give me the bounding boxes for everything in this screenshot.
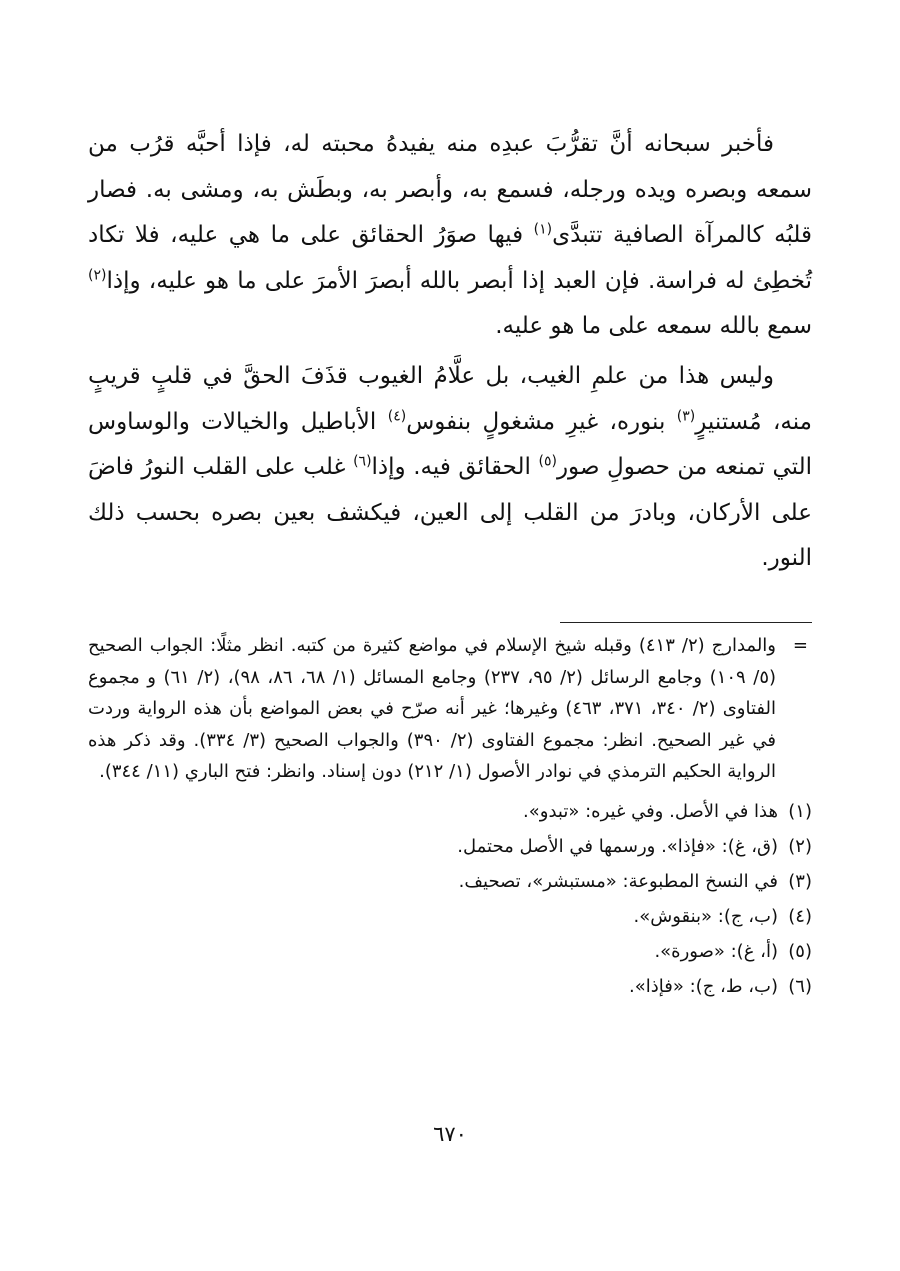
footnote-separator: [560, 622, 812, 623]
footnote-item-2: [88, 829, 812, 864]
footnote-number: (١): [788, 800, 812, 822]
continuation-mark: =: [792, 635, 808, 656]
footnote-text: (أ، غ): «صورة».: [654, 940, 778, 962]
footnote-ref-1[interactable]: (١): [533, 221, 553, 238]
paragraph-2-text: الأباطيل والخيالات والوساوس التي تمنعه من حصولِ صور: [88, 408, 812, 481]
footnote-number: (٥): [788, 940, 812, 962]
footnote-item-5: [88, 934, 812, 969]
footnote-item-3: [88, 864, 812, 899]
paragraph-2-text: غلب على القلب النورُ فاضَ على الأركان، وبادرَ من القلب إلى العين، فيكشف بعين بصره بحسب ذلك النور.: [88, 454, 812, 572]
paragraph-1-text: سمع بالله سمعه على ما هو عليه.: [495, 313, 812, 340]
footnote-list: [88, 794, 812, 1004]
footnote-item-6: [88, 969, 812, 1004]
footnote-ref-3[interactable]: (٣): [676, 407, 696, 424]
footnote-item-4: [88, 899, 812, 934]
footnote-text: (ب، ج): «بنقوش».: [633, 905, 778, 927]
footnote-text: (ق، غ): «فإذا». ورسمها في الأصل محتمل.: [457, 835, 778, 857]
footnote-item-1: [88, 794, 812, 829]
paragraph-1: [88, 122, 812, 350]
footnote-number: (٣): [788, 870, 812, 892]
footnote-continuation: [88, 630, 812, 788]
paragraph-2-text: وليس هذا من علمِ الغيب، بل علَّامُ الغيوب قذَفَ الحقَّ في قلبٍ قريبٍ منه، مُستنيرٍ: [88, 362, 813, 435]
footnote-number: (٢): [788, 835, 812, 857]
footnote-continuation-text: والمدارج (٢/ ٤١٣) وقبله شيخ الإسلام في مواضع كثيرة من كتبه. انظر مثلًا: الجواب الصحيح (٥/ ١٠٩) وجامع الرسائل (٢/ ٩٥، ٢٣٧) وجامع المسائل (١/ ٦٨، ٨٦، ٩٨)، (٢/ ٦١) و مجموع الفتاوى (٢/ ٣٤٠، ٣٧١، ٤٦٣) وغيرها؛ غير أنه صرّح في بعض المواضع بأن هذه الرواية وردت في غير الصحيح. انظر: مجموع الفتاوى (٢/ ٣٩٠) والجواب الصحيح (٣/ ٣٣٤). وقد ذكر هذه الرواية الحكيم الترمذي في نوادر الأصول (١/ ٢١٢) دون إسناد. وانظر: فتح الباري (١١/ ٣٤٤).: [88, 635, 777, 782]
paragraph-2: [88, 354, 812, 582]
footnotes: [88, 630, 812, 1004]
footnote-number: (٤): [788, 905, 812, 927]
footnote-ref-4[interactable]: (٤): [387, 407, 407, 424]
footnote-number: (٦): [788, 975, 812, 997]
footnote-text: هذا في الأصل. وفي غيره: «تبدو».: [523, 800, 778, 822]
footnote-text: في النسخ المطبوعة: «مستبشر»، تصحيف.: [458, 870, 778, 892]
paragraph-2-text: بنوره، غيرِ مشغولٍ بنفوس: [406, 408, 677, 435]
footnote-text: (ب، ط، ج): «فإذا».: [629, 975, 778, 997]
paragraph-1-text: فأخبر سبحانه أنَّ تقرُّبَ عبدِه منه يفيدهُ محبته له، فإذا أحبَّه قرُب من سمعه وبصره ويده ورجله، فسمع به، وأبصر به، وبطَش به، ومشى به. فصار قلبُه كالمرآة الصافية تتبدَّى: [88, 131, 812, 249]
footnote-ref-2[interactable]: (٢): [88, 267, 107, 284]
main-text: [88, 122, 812, 582]
footnote-ref-5[interactable]: (٥): [538, 453, 557, 470]
paragraph-1-text: فيها صوَرُ الحقائق على ما هي عليه، فلا تكاد تُخطِئ له فراسة. فإن العبد إذا أبصر بالله أبصرَ الأمرَ على ما هو عليه، وإذا: [88, 222, 812, 294]
paragraph-2-text: الحقائق فيه. وإذا: [371, 454, 539, 481]
footnote-ref-6[interactable]: (٦): [353, 453, 372, 470]
page-number: ٦٧٠: [433, 1122, 467, 1146]
